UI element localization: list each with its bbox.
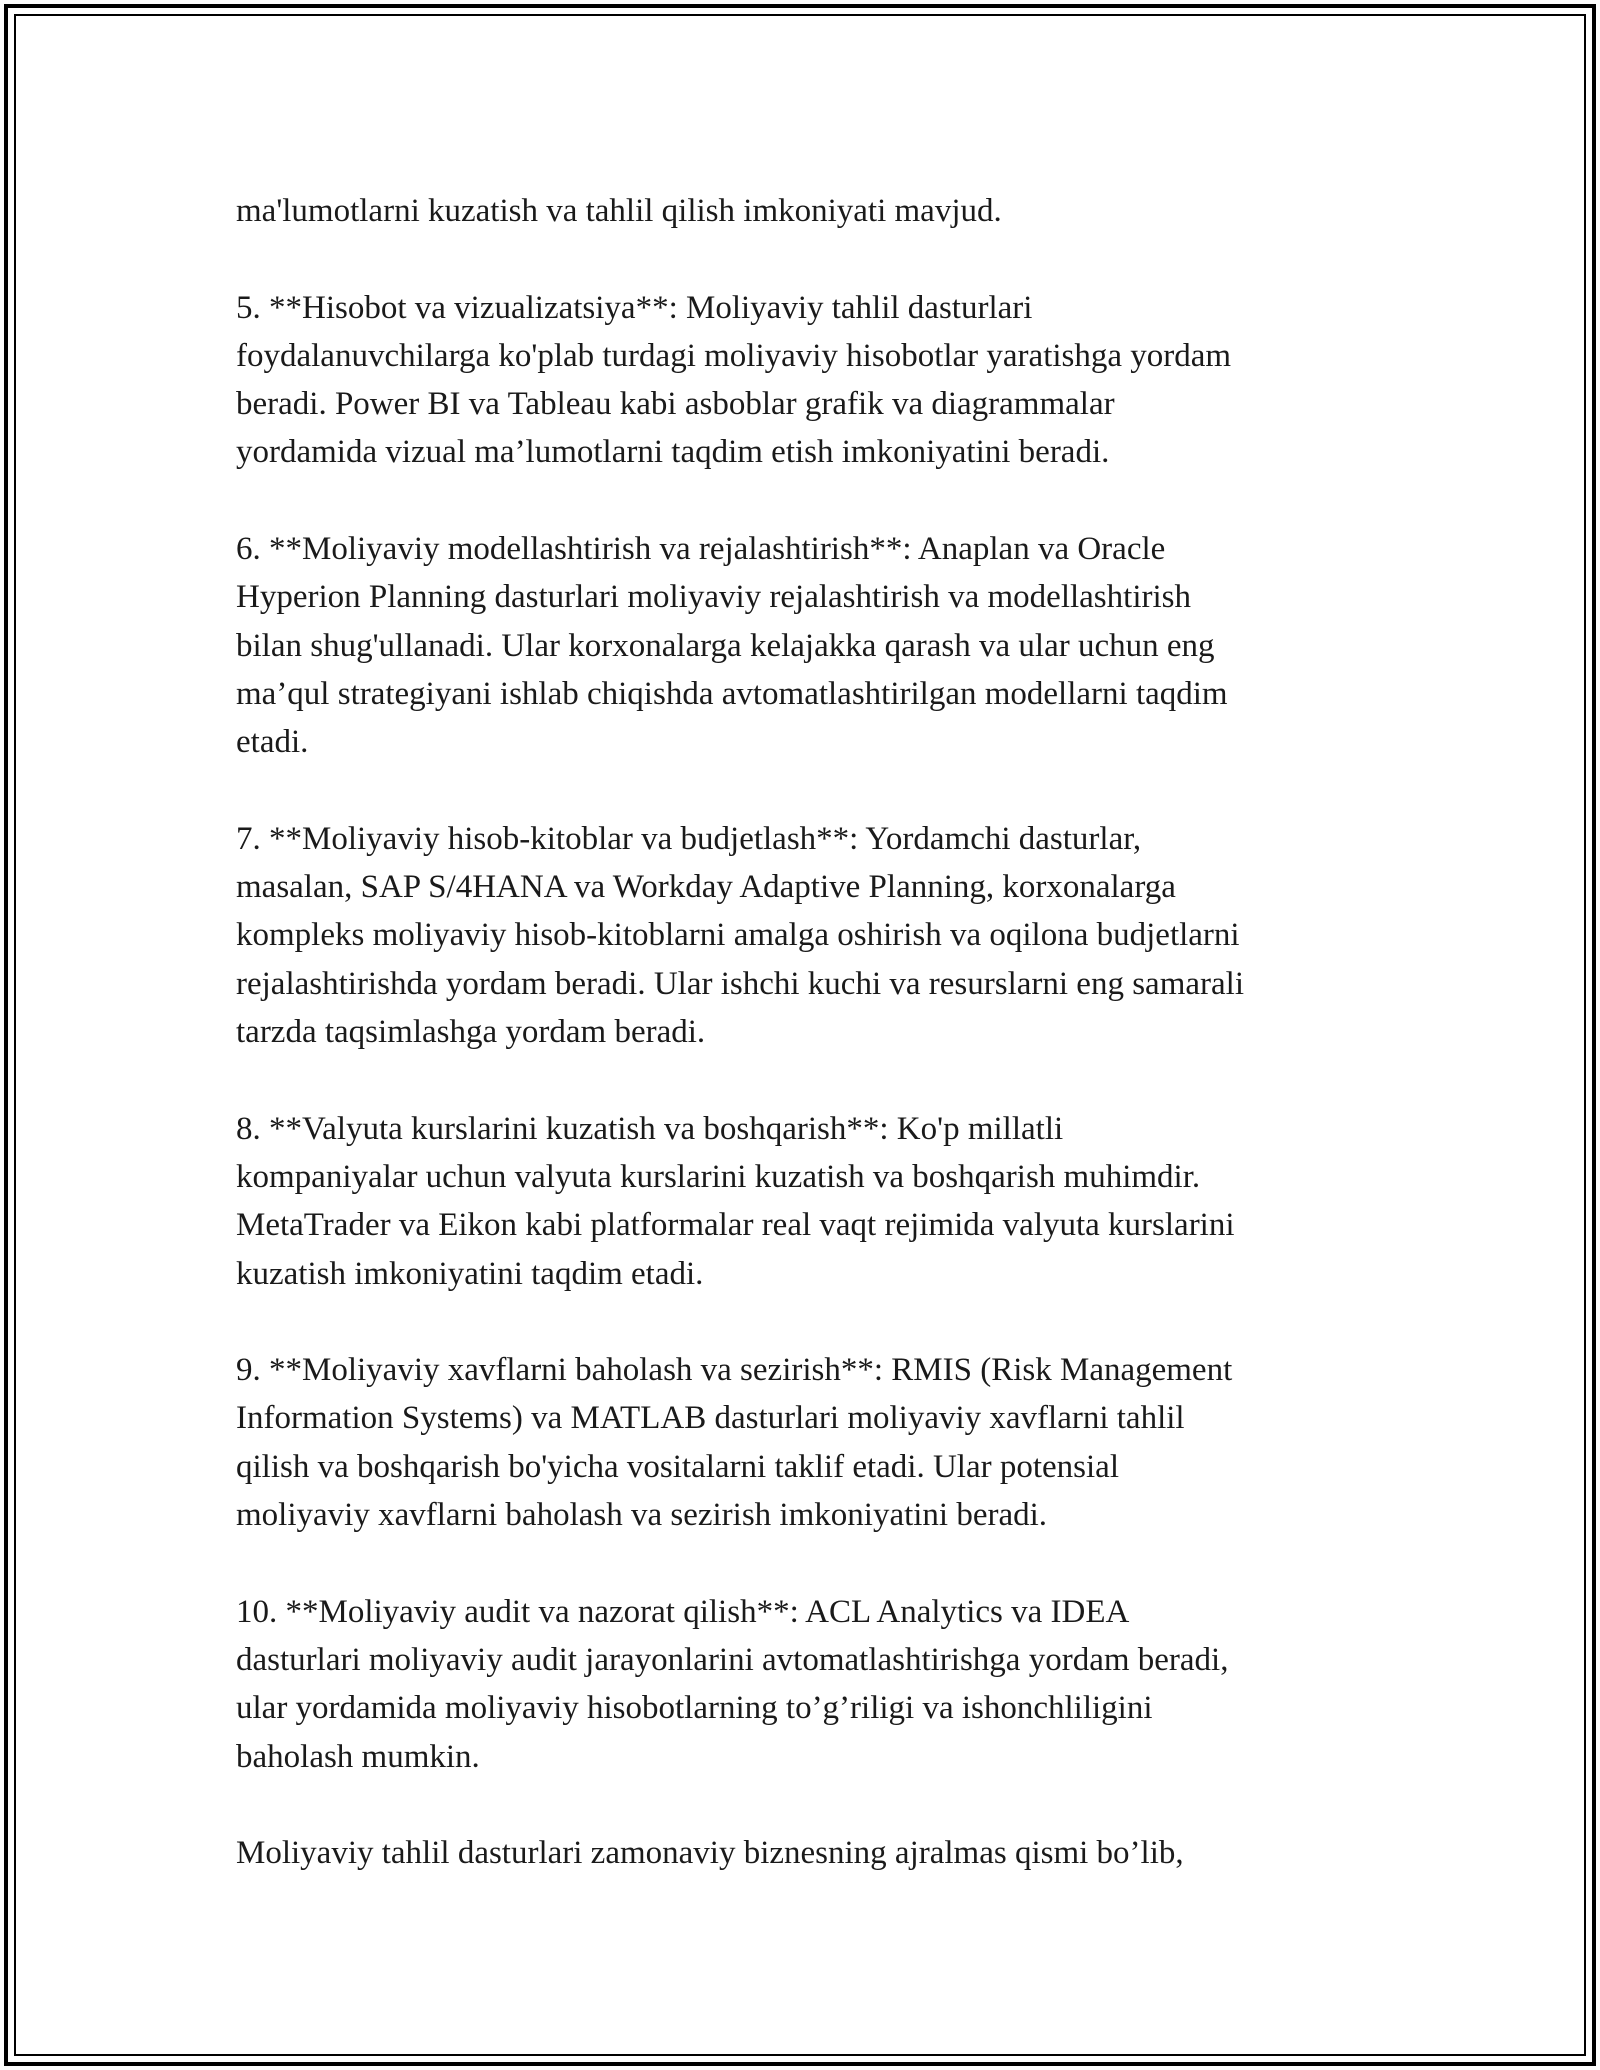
paragraph-item-7: 7. **Moliyaviy hisob-kitoblar va budjetlash**: Yordamchi dasturlar, masalan, SAP S/4HANA va Workday Adaptive Planning, korxonalarga kompleks moliyaviy hisob-kitoblarni amalga oshirish va oqilona budjetlarni rejalashtirishda yordam beradi. Ular ishchi kuchi va resurslarni eng samarali tarzda taqsimlashga yordam beradi. [236, 820, 1244, 1051]
paragraph-item-8: 8. **Valyuta kurslarini kuzatish va boshqarish**: Ko'p millatli kompaniyalar uchun valyuta kurslarini kuzatish va boshqarish muhimdir. MetaTrader va Eikon kabi platformalar real vaqt rejimida valyuta kurslarini kuzatish imkoniyatini taqdim etadi. [236, 1110, 1235, 1292]
paragraph-item-9: 9. **Moliyaviy xavflarni baholash va sezirish**: RMIS (Risk Management Information Systems) va MATLAB dasturlari moliyaviy xavflarni tahlil qilish va boshqarish bo'yicha vositalarni taklif etadi. Ular potensial moliyaviy xavflarni baholash va sezirish imkoniyatini beradi. [236, 1352, 1233, 1534]
paragraph-item-6: 6. **Moliyaviy modellashtirish va rejalashtirish**: Anaplan va Oracle Hyperion Planning dasturlari moliyaviy rejalashtirish va modellashtirish bilan shug'ullanadi. Ular korxonalarga kelajakka qarash va ular uchun eng ma’qul strategiyani ishlab chiqishda avtomatlashtirilgan modellarni taqdim etadi. [236, 531, 1228, 761]
paragraph-item-5: 5. **Hisobot va vizualizatsiya**: Moliyaviy tahlil dasturlari foydalanuvchilarga ko'plab turdagi moliyaviy hisobotlar yaratishga yordam beradi. Power BI va Tableau kabi asboblar grafik va diagrammalar yordamida vizual ma’lumotlarni taqdim etish imkoniyatini beradi. [236, 289, 1232, 471]
paragraph-conclusion: Moliyaviy tahlil dasturlari zamonaviy biznesning ajralmas qismi bo’lib, [236, 1835, 1184, 1872]
paragraph-item-10: 10. **Moliyaviy audit va nazorat qilish**: ACL Analytics va IDEA dasturlari moliyaviy audit jarayonlarini avtomatlashtirishga yordam beradi, ular yordamida moliyaviy hisobotlarning to’g’riligi va ishonchliligini baholash mumkin. [236, 1593, 1229, 1775]
paragraph-continuation: ma'lumotlarni kuzatish va tahlil qilish imkoniyati mavjud. [236, 193, 1002, 229]
document-body [236, 187, 1371, 1926]
